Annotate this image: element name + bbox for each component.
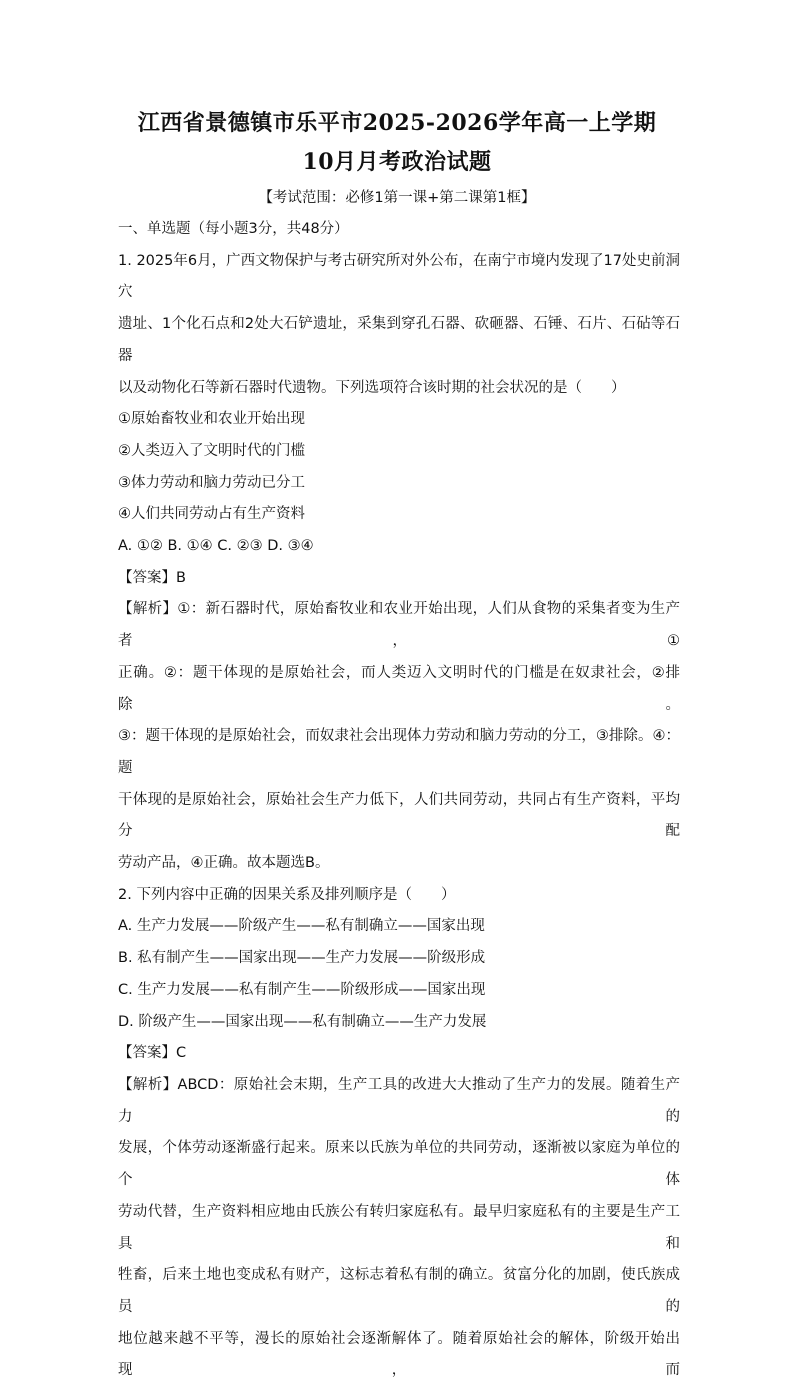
exam-content xyxy=(118,214,680,1387)
section-heading: 一、单选题（每小题3分，共48分） xyxy=(118,221,349,237)
q1-analysis-line: ③：题干体现的是原始社会，而奴隶社会出现体力劳动和脑力劳动的分工，③排除。④：题 xyxy=(118,728,680,776)
exam-title-line2: 10月月考政治试题 xyxy=(302,149,492,175)
q2-option: A. 生产力发展——阶级产生——私有制确立——国家出现 xyxy=(118,918,485,935)
q2-option: B. 私有制产生——国家出现——生产力发展——阶级形成 xyxy=(118,950,486,967)
q1-analysis-line: 干体现的是原始社会，原始社会生产力低下，人们共同劳动，共同占有生产资料，平均分配 xyxy=(118,791,680,840)
q2-analysis-line: 【解析】ABCD：原始社会末期，生产工具的改进大大推动了生产力的发展。随着生产力的 xyxy=(118,1076,680,1125)
question-2 xyxy=(118,880,680,1387)
question-1 xyxy=(118,246,680,880)
q2-option: C. 生产力发展——私有制产生——阶级形成——国家出现 xyxy=(118,981,486,998)
q2-analysis-line: 劳动代替，生产资料相应地由氏族公有转归家庭私有。最早归家庭私有的主要是生产工具和 xyxy=(118,1203,680,1252)
q1-statement: ②人类迈入了文明时代的门槛 xyxy=(118,442,305,459)
q1-stem-line: 以及动物化石等新石器时代遗物。下列选项符合该时期的社会状况的是（ ） xyxy=(118,379,626,396)
exam-title-line1: 江西省景德镇市乐平市2025-2026学年高一上学期 xyxy=(137,110,657,136)
q1-analysis-line: 正确。②：题干体现的是原始社会，而人类迈入文明时代的门槛是在奴隶社会，②排除。 xyxy=(118,664,680,713)
q1-options: A. ①② B. ①④ C. ②③ D. ③④ xyxy=(118,538,314,555)
q2-option: D. 阶级产生——国家出现——私有制确立——生产力发展 xyxy=(118,1013,487,1030)
q2-analysis-line: 牲畜，后来土地也变成私有财产，这标志着私有制的确立。贫富分化的加剧，使氏族成员的 xyxy=(118,1267,680,1315)
q1-statement: ③体力劳动和脑力劳动已分工 xyxy=(118,474,305,491)
q1-stem-line: 1. 2025年6月，广西文物保护与考古研究所对外公布，在南宁市境内发现了17处史前洞穴 xyxy=(118,252,680,301)
q1-answer: 【答案】B xyxy=(118,569,186,586)
q1-analysis-line: 【解析】①：新石器时代，原始畜牧业和农业开始出现，人们从食物的采集者变为生产者，① xyxy=(118,601,680,650)
q1-stem-line: 遗址、1个化石点和2处大石铲遗址，采集到穿孔石器、砍砸器、石锤、石片、石砧等石器 xyxy=(118,316,680,364)
q2-analysis-line: 地位越来越不平等，漫长的原始社会逐渐解体了。随着原始社会的解体，阶级开始出现，而 xyxy=(118,1330,680,1379)
q1-statement: ④人们共同劳动占有生产资料 xyxy=(118,506,305,523)
q2-answer: 【答案】C xyxy=(118,1045,187,1062)
q2-stem: 2. 下列内容中正确的因果关系及排列顺序是（ ） xyxy=(118,886,456,903)
q1-statement: ①原始畜牧业和农业开始出现 xyxy=(118,411,305,428)
q2-analysis-line: 发展，个体劳动逐渐盛行起来。原来以氏族为单位的共同劳动，逐渐被以家庭为单位的个体 xyxy=(118,1140,680,1189)
q1-analysis-line: 劳动产品，④正确。故本题选B。 xyxy=(118,855,330,872)
exam-scope: 【考试范围：必修1第一课+第二课第1框】 xyxy=(258,190,536,206)
